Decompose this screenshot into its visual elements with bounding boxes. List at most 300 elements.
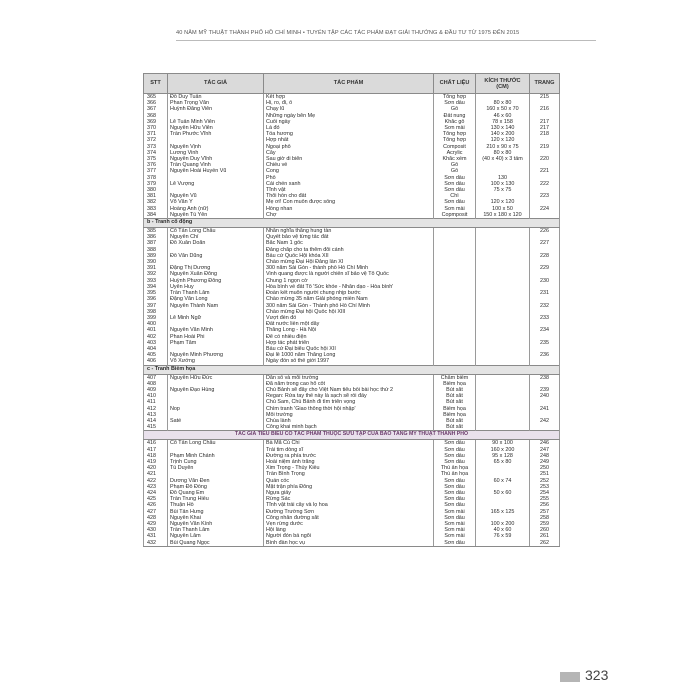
stt-cell: 429 — [144, 521, 168, 527]
size-cell: 120 x 120 — [476, 137, 530, 143]
page-cell: 253 — [530, 484, 560, 490]
work-cell: Kết hợp — [264, 94, 434, 101]
work-cell: Chiều về — [264, 162, 434, 168]
page-cell: 224 — [530, 206, 560, 212]
stt-cell: 424 — [144, 490, 168, 496]
size-cell: 130 x 140 — [476, 125, 530, 131]
stt-cell: 418 — [144, 453, 168, 459]
stt-cell: 395 — [144, 290, 168, 296]
author-cell: Lê Tuấn Minh Viên — [168, 119, 264, 125]
material-cell: Khắc xém — [434, 156, 476, 162]
author-cell: Võ Xướng — [168, 358, 264, 365]
material-cell: Sơn dầu — [434, 496, 476, 502]
author-cell: Nguyễn Duy Vĩnh — [168, 156, 264, 162]
stt-cell: 394 — [144, 284, 168, 290]
stt-cell: 379 — [144, 181, 168, 187]
page-cell: 249 — [530, 459, 560, 465]
stt-cell: 411 — [144, 399, 168, 405]
stt-cell: 409 — [144, 387, 168, 393]
work-cell: Người đón bá ngõi — [264, 533, 434, 539]
stt-cell: 370 — [144, 125, 168, 131]
author-cell: Nop — [168, 406, 264, 412]
work-cell: Môi trường — [264, 412, 434, 418]
page-cell: 261 — [530, 533, 560, 539]
page-cell: 232 — [530, 303, 560, 309]
material-cell: Bút sắt — [434, 418, 476, 424]
author-cell: Nguyễn Hữu Viên — [168, 125, 264, 131]
work-cell: Đã nằm trong cao hổ cốt — [264, 381, 434, 387]
stt-cell: 427 — [144, 509, 168, 515]
author-cell: Saté — [168, 418, 264, 424]
size-cell: 75 x 75 — [476, 187, 530, 193]
stt-cell: 432 — [144, 540, 168, 547]
stt-cell: 428 — [144, 515, 168, 521]
work-cell: Quán cóc — [264, 478, 434, 484]
stt-cell: 405 — [144, 352, 168, 358]
work-cell: Đường ra phía trước — [264, 453, 434, 459]
author-cell: Nguyễn Vịnh — [168, 144, 264, 150]
material-cell: Bút sắt — [434, 424, 476, 431]
stt-cell: 431 — [144, 533, 168, 539]
table-row — [144, 540, 560, 547]
stt-cell: 372 — [144, 137, 168, 143]
material-cell: Acrylic — [434, 150, 476, 156]
size-cell: 78 x 158 — [476, 119, 530, 125]
author-cell: Phan Trọng Văn — [168, 100, 264, 106]
page-cell: 215 — [530, 94, 560, 101]
material-cell: Gỗ — [434, 106, 476, 112]
stt-cell: 413 — [144, 412, 168, 418]
material-cell: Sơn mài — [434, 125, 476, 131]
material-cell: Sơn dầu — [434, 490, 476, 496]
material-cell: Thủ ấn họa — [434, 471, 476, 477]
author-cell: Nguyễn Hoài Huyền Vũ — [168, 168, 264, 174]
author-cell: Phạm Minh Chánh — [168, 453, 264, 459]
material-cell: Sơn dầu — [434, 199, 476, 205]
page-cell: 226 — [530, 228, 560, 235]
author-cell: Nguyễn Vũ — [168, 193, 264, 199]
size-cell: 100 x 200 — [476, 521, 530, 527]
material-cell: Biếm họa — [434, 381, 476, 387]
page-cell: 260 — [530, 527, 560, 533]
stt-cell: 387 — [144, 240, 168, 246]
work-cell: Chùa lành — [264, 418, 434, 424]
footer-bar — [560, 672, 580, 682]
running-header: 40 NĂM MỸ THUẬT THÀNH PHỐ HỒ CHÍ MINH • TUYỂN TẬP CÁC TÁC PHẨM ĐẠT GIẢI THƯỞNG & ĐẦU TƯ TỪ 1975 ĐẾN 2015 — [176, 30, 520, 36]
page-cell: 238 — [530, 374, 560, 381]
table-row — [144, 358, 560, 365]
stt-cell: 425 — [144, 496, 168, 502]
page-cell: 250 — [530, 465, 560, 471]
stt-cell: 403 — [144, 340, 168, 346]
work-cell: Cuối ngày — [264, 119, 434, 125]
page-cell: 228 — [530, 253, 560, 259]
work-cell: Bà Mã Cù Chi — [264, 440, 434, 447]
size-cell: 40 x 60 — [476, 527, 530, 533]
size-cell: 130 — [476, 175, 530, 181]
size-cell: 150 x 180 x 120 — [476, 212, 530, 219]
col-header-work: TÁC PHẨM — [264, 74, 434, 94]
size-cell — [476, 424, 530, 431]
stt-cell: 382 — [144, 199, 168, 205]
author-cell: Dương Văn Đen — [168, 478, 264, 484]
work-cell: Những ngày bên Mẹ — [264, 113, 434, 119]
page-cell: 234 — [530, 327, 560, 333]
table-row — [144, 94, 560, 101]
work-cell: Đại lễ 1000 năm Thăng Long — [264, 352, 434, 358]
work-cell: Chào mừng Đại hội Quốc hội XIII — [264, 309, 434, 315]
material-cell: Biếm họa — [434, 412, 476, 418]
material-cell: Bút sắt — [434, 393, 476, 399]
page-cell: 248 — [530, 453, 560, 459]
stt-cell: 408 — [144, 381, 168, 387]
work-cell: Công khai minh bạch — [264, 424, 434, 431]
size-cell: 65 x 80 — [476, 459, 530, 465]
work-cell: Ngoại phố — [264, 144, 434, 150]
stt-cell: 367 — [144, 106, 168, 112]
material-cell — [434, 358, 476, 365]
work-cell: Regan: Rửa tay thế này là sạch sẽ rồi đấy — [264, 393, 434, 399]
work-cell: Xim Trọng - Thúy Kiều — [264, 465, 434, 471]
work-cell: Bầu cử Quốc Hội khóa XII — [264, 253, 434, 259]
material-cell: Tổng hợp — [434, 94, 476, 101]
table-row — [144, 374, 560, 381]
work-cell: Sau giờ di biển — [264, 156, 434, 162]
work-cell: Hợp nhất — [264, 137, 434, 143]
author-cell: Cổ Tấn Long Châu — [168, 228, 264, 235]
stt-cell: 407 — [144, 374, 168, 381]
stt-cell: 371 — [144, 131, 168, 137]
size-cell: 90 x 100 — [476, 440, 530, 447]
stt-cell: 417 — [144, 447, 168, 453]
stt-cell: 365 — [144, 94, 168, 101]
material-cell: Sơn dầu — [434, 484, 476, 490]
stt-cell: 392 — [144, 271, 168, 277]
section-heading-b-label: b - Tranh cổ động — [144, 219, 560, 228]
table-header-row — [144, 74, 560, 94]
stt-cell: 385 — [144, 228, 168, 235]
stt-cell: 390 — [144, 259, 168, 265]
col-header-page: TRANG — [530, 74, 560, 94]
work-cell: Hợp tác phát triển — [264, 340, 434, 346]
author-cell: Nguyễn Văn Kính — [168, 521, 264, 527]
author-cell: Đặng Văn Long — [168, 296, 264, 302]
stt-cell: 399 — [144, 315, 168, 321]
work-cell: Chú Sam, Chú Bảnh đi tìm triển vọng — [264, 399, 434, 405]
material-cell: Bút sắt — [434, 387, 476, 393]
stt-cell: 377 — [144, 168, 168, 174]
work-cell: Ngựa giấy — [264, 490, 434, 496]
author-cell: Trần Thanh Lâm — [168, 527, 264, 533]
work-cell: Chạy lũ — [264, 106, 434, 112]
page-cell: 217 — [530, 119, 560, 125]
work-cell: Vẹn rừng dước — [264, 521, 434, 527]
page-cell — [530, 424, 560, 431]
museum-collection-banner-label: TÁC GIẢ TIÊU BIỂU CÓ TÁC PHẨM THUỘC SƯU TẬP CỦA BẢO TÀNG MỸ THUẬT THÀNH PHỐ — [144, 431, 560, 440]
page-cell: 223 — [530, 193, 560, 199]
author-cell: Nguyễn Minh Phương — [168, 352, 264, 358]
material-cell: Sơn dầu — [434, 453, 476, 459]
material-cell: Bút sắt — [434, 399, 476, 405]
work-cell: Nhân nghĩa thẳng hung tàn — [264, 228, 434, 235]
author-cell: Lê Minh Ngữ — [168, 315, 264, 321]
author-cell: Nguyễn Chí — [168, 234, 264, 240]
work-cell: Tĩnh vật — [264, 187, 434, 193]
stt-cell: 412 — [144, 406, 168, 412]
material-cell: Sơn dầu — [434, 440, 476, 447]
work-cell: Chào mừng Đại Hội Đảng lần XI — [264, 259, 434, 265]
work-cell: Dân số và môi trường — [264, 374, 434, 381]
page-cell: 257 — [530, 509, 560, 515]
stt-cell: 398 — [144, 309, 168, 315]
material-cell: Sơn mài — [434, 509, 476, 515]
author-cell: Uyên Huy — [168, 284, 264, 290]
stt-cell: 381 — [144, 193, 168, 199]
author-cell: Đặng Thị Dương — [168, 265, 264, 271]
material-cell: Sơn dầu — [434, 540, 476, 547]
page-cell: 239 — [530, 387, 560, 393]
page-cell: 231 — [530, 290, 560, 296]
section-heading-b — [144, 219, 560, 228]
page-cell: 218 — [530, 131, 560, 137]
work-cell: Đảng chắp cho ta thêm đôi cánh — [264, 247, 434, 253]
work-cell: Hồng nhan — [264, 206, 434, 212]
author-cell: Lương Vinh — [168, 150, 264, 156]
table-row — [144, 440, 560, 447]
author-cell: Đỗ Văn Dũng — [168, 253, 264, 259]
stt-cell: 397 — [144, 303, 168, 309]
size-cell: (40 x 40) x 3 tấm — [476, 156, 530, 162]
stt-cell: 375 — [144, 156, 168, 162]
material-cell: Chì — [434, 193, 476, 199]
page-cell — [530, 212, 560, 219]
page-cell: 242 — [530, 418, 560, 424]
page-cell: 255 — [530, 496, 560, 502]
size-cell: 120 x 120 — [476, 199, 530, 205]
size-cell: 165 x 125 — [476, 509, 530, 515]
size-cell: 210 x 90 x 75 — [476, 144, 530, 150]
work-cell: Ngày đón số thế giới 1997 — [264, 358, 434, 365]
page-cell: 229 — [530, 265, 560, 271]
work-cell: Bầu cử Đại biểu Quốc hội XII — [264, 346, 434, 352]
author-cell: Nguyễn Khai — [168, 515, 264, 521]
page-cell: 254 — [530, 490, 560, 496]
stt-cell: 420 — [144, 465, 168, 471]
stt-cell: 368 — [144, 113, 168, 119]
work-cell: Trái tim dòng sĩ — [264, 447, 434, 453]
work-cell: Hội làng — [264, 527, 434, 533]
work-cell: Hòa bình về đất Tổ 'Sức khỏe - Nhân dạo - Hòa bình' — [264, 284, 434, 290]
stt-cell: 383 — [144, 206, 168, 212]
table-row — [144, 424, 560, 431]
material-cell: Sơn mài — [434, 533, 476, 539]
table-row — [144, 212, 560, 219]
author-cell: Bùi Quang Ngọc — [168, 540, 264, 547]
work-cell: Bắc Nam 1 gốc — [264, 240, 434, 246]
page-cell: 219 — [530, 144, 560, 150]
work-cell: Chìm tranh 'Giao thông thời hội nhập' — [264, 406, 434, 412]
stt-cell: 376 — [144, 162, 168, 168]
work-cell: Mặt trận phía Đông — [264, 484, 434, 490]
size-cell — [476, 374, 530, 381]
size-cell: 100 x 130 — [476, 181, 530, 187]
page-cell: 217 — [530, 125, 560, 131]
stt-cell: 416 — [144, 440, 168, 447]
work-cell: Cái chén xanh — [264, 181, 434, 187]
size-cell — [476, 540, 530, 547]
material-cell: Gỗ — [434, 162, 476, 168]
material-cell: Sơn dầu — [434, 175, 476, 181]
size-cell — [476, 228, 530, 235]
table-row — [144, 228, 560, 235]
size-cell: 80 x 80 — [476, 150, 530, 156]
size-cell: 160 x 50 x 70 — [476, 106, 530, 112]
work-cell: 300 năm Sài Gòn - thành phố Hồ Chí Minh — [264, 265, 434, 271]
work-cell: Chợ — [264, 212, 434, 219]
work-cell: Thổi hồn cho đất — [264, 193, 434, 199]
size-cell: 100 x 50 — [476, 206, 530, 212]
page-cell: 247 — [530, 447, 560, 453]
work-cell: Đoàn kết muôn người chung nhịp bước — [264, 290, 434, 296]
page-cell: 240 — [530, 393, 560, 399]
stt-cell: 415 — [144, 424, 168, 431]
page-cell: 235 — [530, 340, 560, 346]
page-cell: 227 — [530, 240, 560, 246]
page-cell: 230 — [530, 278, 560, 284]
size-cell: 60 x 74 — [476, 478, 530, 484]
page-cell: 256 — [530, 502, 560, 508]
section-heading-c — [144, 365, 560, 374]
author-cell: Trần Thanh Lâm — [168, 290, 264, 296]
material-cell: Tổng hợp — [434, 137, 476, 143]
size-cell: 95 x 128 — [476, 453, 530, 459]
author-cell: Cổ Tấn Long Châu — [168, 440, 264, 447]
author-cell: Phạm Tâm — [168, 340, 264, 346]
work-cell: Tĩnh vật trái cây và lọ hoa — [264, 502, 434, 508]
page-number: 323 — [585, 667, 609, 683]
stt-cell: 401 — [144, 327, 168, 333]
stt-cell: 404 — [144, 346, 168, 352]
size-cell: 160 x 200 — [476, 447, 530, 453]
size-cell — [476, 94, 530, 101]
material-cell: Sơn dầu — [434, 478, 476, 484]
col-header-stt: STT — [144, 74, 168, 94]
page-cell: 251 — [530, 471, 560, 477]
work-cell: Trần Bình Trọng — [264, 471, 434, 477]
material-cell — [434, 228, 476, 235]
material-cell: Sơn dầu — [434, 459, 476, 465]
page-cell: 241 — [530, 406, 560, 412]
page-cell — [530, 358, 560, 365]
size-cell — [476, 358, 530, 365]
work-cell: Để có nhiều điện — [264, 334, 434, 340]
page-cell: 252 — [530, 478, 560, 484]
material-cell: Sơn dầu — [434, 187, 476, 193]
work-cell: Rừng Sác — [264, 496, 434, 502]
work-cell: Vượt đèn đỏ — [264, 315, 434, 321]
stt-cell: 374 — [144, 150, 168, 156]
work-cell: Quyết bảo vệ từng tấc đất — [264, 234, 434, 240]
page-cell: 221 — [530, 168, 560, 174]
material-cell: Châm biếm — [434, 374, 476, 381]
museum-collection-banner — [144, 431, 560, 440]
stt-cell: 384 — [144, 212, 168, 219]
col-header-size: KÍCH THƯỚC (CM) — [476, 74, 530, 94]
material-cell: Composit — [434, 144, 476, 150]
stt-cell: 369 — [144, 119, 168, 125]
section-heading-c-label: c - Tranh Biếm họa — [144, 365, 560, 374]
author-cell: Bùi Tấn Hưng — [168, 509, 264, 515]
material-cell: Sơn mài — [434, 527, 476, 533]
author-cell: Nguyễn Đạo Hùng — [168, 387, 264, 393]
page-cell: 258 — [530, 515, 560, 521]
work-cell: Công nhân đường sắt — [264, 515, 434, 521]
stt-cell: 423 — [144, 484, 168, 490]
author-cell: Thuận Hồ — [168, 502, 264, 508]
work-cell: Thăng Long - Hà Nội — [264, 327, 434, 333]
author-cell: Đỗ Duy Tuấn — [168, 94, 264, 101]
material-cell: Sơn dầu — [434, 181, 476, 187]
stt-cell: 378 — [144, 175, 168, 181]
stt-cell: 373 — [144, 144, 168, 150]
author-cell: Nguyễn Hữu Đức — [168, 374, 264, 381]
author-cell: Nguyễn Xuân Đông — [168, 271, 264, 277]
work-cell: Mẹ ơi! Con muốn được sống — [264, 199, 434, 205]
work-cell: 300 năm Sài Gòn - Thành phố Hồ Chí Minh — [264, 303, 434, 309]
page-cell: 246 — [530, 440, 560, 447]
work-cell: Tỏa hương — [264, 131, 434, 137]
work-cell: Đất nước liền một dây — [264, 321, 434, 327]
author-cell: Đỗ Xuân Doãn — [168, 240, 264, 246]
material-cell: Đất nung — [434, 113, 476, 119]
size-cell: 80 x 80 — [476, 100, 530, 106]
author-cell: Phạm Đỗ Đồng — [168, 484, 264, 490]
stt-cell: 410 — [144, 393, 168, 399]
col-header-author: TÁC GIẢ — [168, 74, 264, 94]
material-cell: Sơn dầu — [434, 100, 476, 106]
material-cell: Sơn dầu — [434, 515, 476, 521]
col-header-material: CHẤT LIỆU — [434, 74, 476, 94]
stt-cell: 393 — [144, 278, 168, 284]
stt-cell: 389 — [144, 253, 168, 259]
author-cell: Phan Hoài Phi — [168, 334, 264, 340]
work-cell: Bình đàn học vụ — [264, 540, 434, 547]
size-cell: 140 x 200 — [476, 131, 530, 137]
material-cell: Gỗ — [434, 168, 476, 174]
material-cell: Sơn dầu — [434, 502, 476, 508]
author-cell: Lê Vượng — [168, 181, 264, 187]
page-cell: 220 — [530, 156, 560, 162]
header-divider — [176, 40, 596, 41]
author-cell: Hoàng Anh (nữ) — [168, 206, 264, 212]
work-cell: Cây — [264, 150, 434, 156]
stt-cell: 419 — [144, 459, 168, 465]
stt-cell: 366 — [144, 100, 168, 106]
work-cell: Hi, ro, đi, ố — [264, 100, 434, 106]
author-cell: Nguyễn Lâm — [168, 533, 264, 539]
work-cell: Phố — [264, 175, 434, 181]
size-cell: 76 x 59 — [476, 533, 530, 539]
stt-cell: 406 — [144, 358, 168, 365]
material-cell: Thủ ấn họa — [434, 465, 476, 471]
author-cell: Trần Quang Vinh — [168, 162, 264, 168]
work-cell: Chung 1 ngọn cờ — [264, 278, 434, 284]
material-cell: Copmposit — [434, 212, 476, 219]
work-cell: Vinh quang được là người chiến sĩ bảo vệ Tổ Quốc — [264, 271, 434, 277]
stt-cell: 414 — [144, 418, 168, 424]
author-cell: Võ Văn Ý — [168, 199, 264, 205]
work-cell: Lá đỏ — [264, 125, 434, 131]
